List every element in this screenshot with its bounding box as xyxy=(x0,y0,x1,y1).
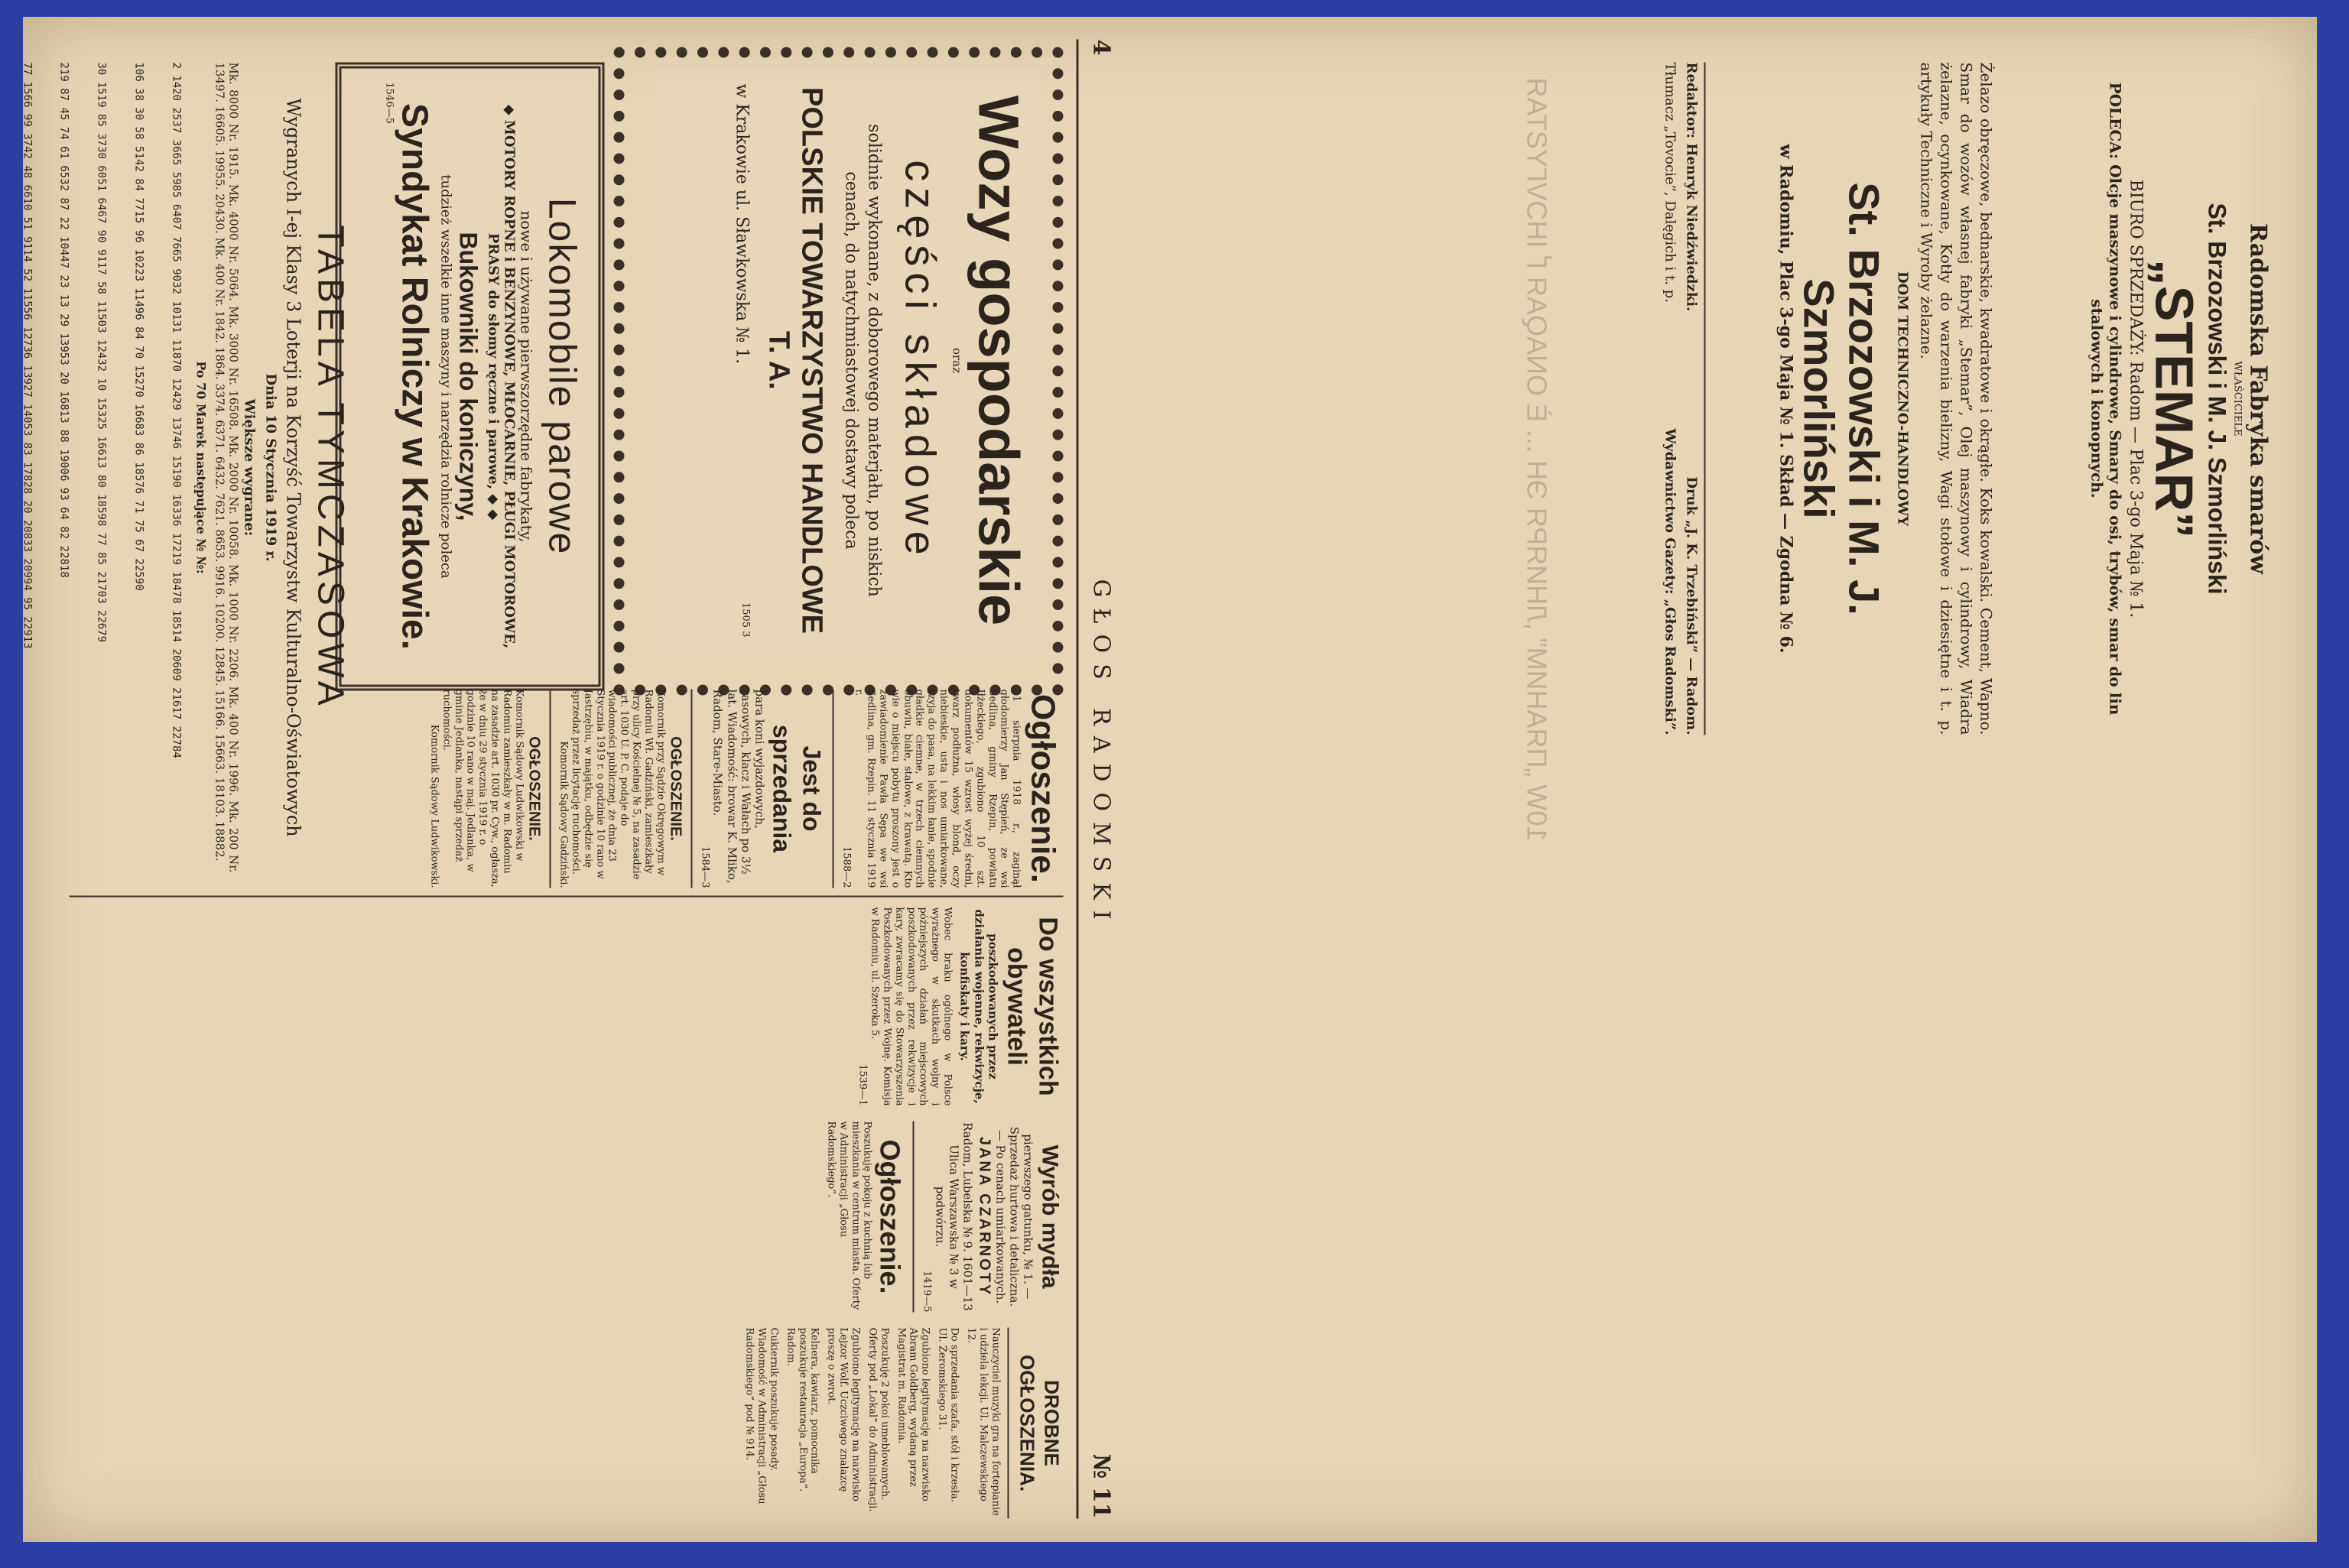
mydlo-addr2: Ulica Warszawska № 3 w podwórzu. xyxy=(933,1144,961,1289)
stemar-owners: St. Brzozowski i M. J. Szmorliński xyxy=(2203,203,2231,595)
tabela-po70: Po 70 Marek następujące № №: xyxy=(193,361,209,574)
masthead-bar xyxy=(1077,40,1125,1519)
mydlo-name: JANA CZARNOTY xyxy=(976,1136,993,1297)
tabela-subtitle: Wygranych I-ej Klasy 3 Loterji na Korzyść Towarzystw Kulturalno-Oświatowych xyxy=(282,98,304,837)
wozy-code: 1505 3 xyxy=(739,602,752,638)
dowszyst-body: Wobec braku ogólnego w Polsce wyrażnego w skutkach wojny i późniejszych działań miejscowych poszkodowanych przez rekwizycje i kary, zwracamy się do Stowarzyszenia Poszkodowanych przez Wojnę. Komisja w Radomiu, ul. Szeroka 5. xyxy=(869,907,954,1106)
drobne-item: Zgubiono legitymację na nazwisko Abram Goldberg, wydaną przez Magistrat m. Radomia. xyxy=(895,1327,931,1501)
issue-number: № 11 xyxy=(1088,1453,1115,1519)
dowszyst-sub: poszkodowanych przez działania wojenne, rekwizycje, konfiskaty i kary. xyxy=(957,909,1000,1104)
divider xyxy=(691,690,693,888)
iron-address: w Radomiu, Plac 3-go Maja № 1. Skład — Zgodna № 6. xyxy=(1776,144,1796,654)
footer-wydawnictwo: Wydawnictwo Gazety: „Głos Radomski”. xyxy=(1662,428,1678,735)
mydlo-title: Wyrób mydła xyxy=(1037,1144,1063,1289)
bleed-through-text: 10W „ПЯАНИМ” ,ЛНИЯРЯ ЭН ... Ѐ ONAQAЯ Ґ IHƆVГYƧTAЯ xyxy=(1521,77,1553,842)
far-col-a xyxy=(739,907,1064,1106)
ogloszenie4-body: Poszukuję pokoju z kuchnią lub mieszkania w centrum miasta. Oferty w Administracji „Głosu Radomskiego”. xyxy=(825,1121,873,1310)
footer-row-2 xyxy=(1662,63,1678,735)
lokomobile-line2: ◆ MOTORY ROPNE i BENZYNOWE, MŁOCARNIE, PŁUGI MOTOROWE, PRASY do słomy ręczne i parowe, ◆ ◆ xyxy=(485,104,518,649)
tabela-header xyxy=(193,63,353,873)
iron-big-name: St. Brzozowski i M. J. Szmorliński xyxy=(1795,182,1889,615)
tabela-prizes: Mk. 8000 Nr. 1915. Mk. 4000 Nr. 5064. Mk. 3000 Nr. 16508. Mk. 2000 Nr. 10058. Mk. 1000 Nr. 2206. Mk. 400 Nr. 1996. Mk. 200 Nr. 13497. 16605. 19955. 20430. Mk. 400 Nr. 1842. 1864. 3374. 6371. 6432. 7621. 8653. 9916. 10200. 12845. 15166. 15663. 18103. 18882. xyxy=(213,62,241,873)
sprzedania-title: Jest do sprzedania xyxy=(768,724,826,853)
drobne-item: Nauczyciel muzyki gra na fortepianie i udziela lekcji. Ul. Malczewskiego 12. xyxy=(965,1327,1002,1516)
sprzedania-code: 1584—3 xyxy=(699,846,711,888)
stemar-biuro: BIURO SPRZEDAŻY: Radom — Plac 3-go Maja № 1. xyxy=(2126,179,2146,618)
sprzedania-body: para koni wyjazdowych, rasowych, klacz i Wałach po 3½ lat. Wiadomość: browar K. Mliko, Radom, Stare-Miasto. xyxy=(710,689,767,884)
ogloszenie2-body: Komornik przy Sądzie Okręgowym w Radomiu Wł. Gadziński, zamieszkały przy ulicy Kościelnej № 5, na zasadzie art. 1030 U. P. C. podaje do wiadomości publicznej, że dnia 23 Stycznia 1919 r. o godzinie 10 rano w Jastrzębiu, w majątku, odbędzie się sprzedaż przez licytację ruchomości. xyxy=(570,689,667,880)
wozy-subtitle: części składowe xyxy=(896,160,945,561)
ogloszenie1-title: Ogłoszenie. xyxy=(1024,694,1062,883)
ogloszenie3-code: Komornik Sądowy Ludwikowski. xyxy=(428,724,440,888)
table-row: 106 38 30 58 5142 84 7715 96 10223 11496 84 70 15270 16683 86 18576 71 75 67 22590 xyxy=(132,62,145,591)
drobne-item: Do sprzedania szafa, stół i krzesła. Ul. Żeromskiego 31. xyxy=(936,1327,960,1502)
divider xyxy=(1007,1328,1009,1519)
tabela-title: TABELA TYMCZASOWA xyxy=(310,225,351,710)
footer-redaktor: Redaktor: Henryk Niedźwiedzki. xyxy=(1683,62,1700,312)
wozy-body: solidnie wykonane, z doborowego materjału, po niskich cenach, do natychmiastowej dostawy poleca xyxy=(841,124,884,597)
page-number: 4 xyxy=(1088,39,1115,56)
iron-ad xyxy=(1776,63,1996,735)
mydlo-addr: Radom, Lubelska № 9. 1601—13 xyxy=(960,1122,975,1311)
table-row: 219 87 45 74 61 6532 87 22 10447 23 13 29 13953 20 16813 88 19006 93 64 82 22818 xyxy=(57,62,70,578)
rotated-page xyxy=(21,17,2318,1542)
stemar-owners-label: WŁAŚCICIELE xyxy=(2231,361,2243,437)
ogloszenie4-title: Ogłoszenie. xyxy=(874,1139,906,1294)
ogloszenie1-body: 21 sierpnia 1918 r., zaginął głodomierzy Jan Stępień, ze wsi Sedlina, gminy Rzepin, powiatu Iłżeckiego, zgubiono 10 szt. dokumentów 15 wzrost wyżej średni, twarz podłużna, włosy blond, oczy niebieskie, usta i nos umiarkowane, szyja do pasa, na lekkim łanie, spodnie gładkie ciemne, w trzech ciemnych obuwiu, białe, stalowe, z krawatą. Kto wie o miejscu pobytu proszony jest o zawiadomienie Pawła Sępa we wsi Sedlina, gm. Rzepin. 11 stycznia 1919 r. xyxy=(853,689,1022,888)
drobne-item: Zgubiono legitymację na nazwisko Lejzor Wolf. Uczciwego znalazcę proszę o zwrot. xyxy=(825,1327,862,1501)
lottery-table xyxy=(0,63,207,873)
column-rule xyxy=(70,896,1064,898)
lokomobile-ad xyxy=(336,63,605,691)
wozy-ad xyxy=(655,70,1042,651)
iron-dom: DOM TECHNICZNO-HANDLOWY xyxy=(1894,271,1911,526)
footer-tlumacz: Tłumacz „Tovocie”, Dalęgich i t. p. xyxy=(1662,62,1678,303)
divider xyxy=(913,1122,915,1313)
drobne-title: DROBNE OGŁOSZENIA. xyxy=(1015,1354,1064,1492)
ogloszenie2-title: OGŁOSZENIE. xyxy=(667,736,684,841)
far-column-rows xyxy=(739,907,1064,1519)
masthead-title: GŁOS RADOMSKI xyxy=(1088,579,1115,930)
lokomobile-line1: nowe i używane pierwszorzędne fabrykaty, xyxy=(517,210,536,543)
iron-text: Żelazo obręczowe, bednarskie, kwadratowe i okrągłe. Koks kowalski. Cement, Wapno. Smar do wozów własnej fabryki „Stemar”, Olej maszynowy i cylindrowy, Wiadra żelazne, ocynkowane, Kotły do warzenia bielizny, Wagi stołowe i dziesiętne i t. p. artykuły Techniczne i Wyroby żelazne. xyxy=(1917,62,1996,735)
lokomobile-line4: tudzież wszelkie inne maszyny i narzędzia rolnicze poleca xyxy=(437,174,454,579)
drobne-item: Poszukuję 2 pokoi umeblowanych. Oferty pod „Lokal” do Administracji. xyxy=(866,1327,891,1512)
far-column xyxy=(739,907,1064,1519)
divider xyxy=(833,690,834,888)
lokomobile-company: Syndykat Rolniczy w Krakowie. xyxy=(394,103,435,650)
divider xyxy=(550,690,551,888)
wozy-title: Wozy gospodarskie xyxy=(967,95,1031,626)
stemar-title: Radomska Fabryka smarów xyxy=(2244,222,2272,575)
drobne-item: Cukiernik poszukuje posady. Wiadomość w Administracji „Głosu Radomskiego” pod № 914. xyxy=(743,1327,780,1505)
ogloszenie3-title: OGŁOSZENIE. xyxy=(525,736,543,841)
table-row: 30 1519 85 3730 6051 6467 90 9117 58 11503 12432 10 15325 16613 80 18598 77 85 21703 22679 xyxy=(95,62,108,643)
dowszyst-code: 1539—1 xyxy=(856,1064,869,1106)
lokomobile-title: Lokomobile parowe xyxy=(541,197,584,556)
wozy-company: POLSKIE TOWARZYSTWO HANDLOWE T. A. xyxy=(762,87,828,634)
stemar-ad xyxy=(2087,63,2272,735)
stemar-brand: „STEMAR” xyxy=(2144,258,2204,539)
footer-row-1 xyxy=(1683,63,1700,735)
far-col-c xyxy=(739,1328,1064,1519)
table-row: 2 1420 2537 3665 5985 6407 7665 9032 10131 11870 12429 13746 15190 16336 17219 18478 18514 20609 21617 22784 xyxy=(170,62,183,758)
stemar-poleca: POLECA: Olcje maszynowe i cylindrowe, Smary do osi, trybów, smar do lin stalowych i konopnych. xyxy=(2087,82,2125,716)
ogloszenie3-body: Komornik Sądowy Ludwikowski w Radomiu zamieszkały w m. Radomiu na zasadzie art. 1030 pr. Cyw., ogłasza, że w dniu 29 stycznia 1919 r. o godzinie 10 rano w maj. Jedlanka, w gminie Jedlanka, nastąpi sprzedaż ruchomości. xyxy=(440,689,525,888)
lokomobile-line3: Bukowniki do koniczyny, xyxy=(454,232,482,521)
ogloszenie1-code: 1588—2 xyxy=(840,846,853,888)
footer-druk: Druk „J. K. Trzebiński” — Radom. xyxy=(1683,476,1700,735)
drobne-item: Kelnera, kawiarz, pomocnika poszukuje restauracja „Europa”. Radom. xyxy=(785,1327,820,1492)
table-row: 77 1566 99 3742 48 6610 51 9114 52 11556 12736 13927 14053 83 17828 20 20833 20994 95 22913 xyxy=(21,62,34,649)
tabela-prizes-head: Większe wygrane: xyxy=(241,398,258,537)
wozy-address: w Krakowie ul. Sławkowska № 1. xyxy=(732,83,752,365)
mydlo-body: pierwszego gatunku, № 1. — Sprzedaż hurtowa i detaliczna. — Po cenach umiarkowanych. xyxy=(993,1126,1035,1307)
newspaper-sheet xyxy=(23,17,2317,1542)
wozy-address-row xyxy=(732,84,751,638)
right-classifieds xyxy=(427,690,1063,888)
wozy-oraz: oraz xyxy=(950,347,964,374)
tabela-date: Dnia 10 Stycznia 1919 r. xyxy=(262,373,279,562)
footer xyxy=(1662,63,1706,735)
mydlo-code: 1419—5 xyxy=(921,1271,933,1313)
lokomobile-code: 1546—5 xyxy=(383,82,395,124)
dowszyst-title: Do wszystkich obywateli xyxy=(1002,917,1063,1096)
far-col-b xyxy=(739,1122,1064,1313)
ogloszenie2-code: Komornik Sądowy Gadziński. xyxy=(557,741,570,888)
